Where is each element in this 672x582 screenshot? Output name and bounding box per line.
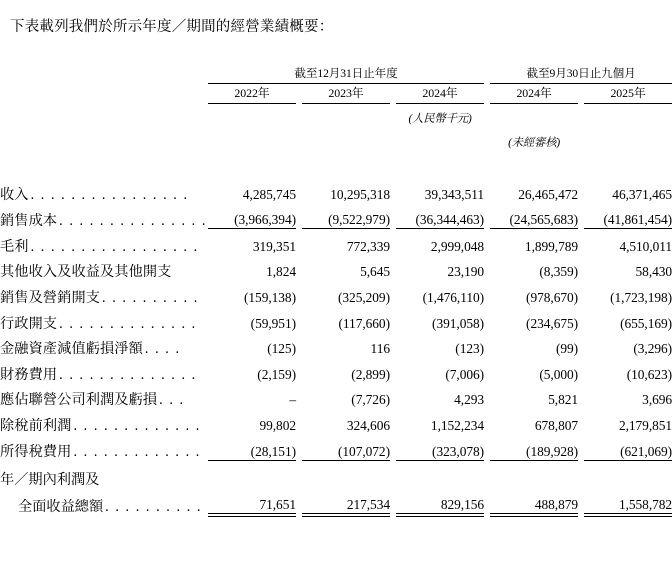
- cell-r4-c0: (159,138): [244, 289, 296, 305]
- cell-r4-c4: (1,723,198): [610, 289, 672, 305]
- annotation-unaudited-row: [0, 126, 672, 150]
- row-label: [0, 177, 208, 203]
- header-year-2025-interim: 2025年: [610, 86, 646, 100]
- row-label-text: 除稅前利潤: [0, 418, 72, 435]
- total-line1-blank-4: [396, 473, 484, 488]
- header-group-row: [0, 62, 672, 81]
- cell-r4-c2: (1,476,110): [422, 289, 485, 305]
- total-cell-c2: 829,156: [396, 488, 484, 514]
- table-row: [0, 203, 672, 229]
- cell-r6-c1: 116: [370, 341, 390, 357]
- financial-summary-table: [0, 62, 672, 514]
- total-label-line1: 年／期內利潤及: [0, 471, 100, 488]
- cell-r7-c4: (10,623): [626, 366, 672, 382]
- ann-spacer-a: [0, 104, 208, 127]
- cell-r1-c1: (9,522,979): [302, 203, 390, 229]
- cell-r9-c0: 99,802: [259, 417, 296, 433]
- header-corner-cell: [0, 62, 208, 81]
- total-line1-blank-8: [584, 473, 672, 488]
- cell-r6-c3: (99): [555, 341, 579, 357]
- row-label: [0, 229, 208, 255]
- cell-r10-c1: (107,072): [302, 434, 390, 460]
- cell-r2-c2: 2,999,048: [430, 238, 485, 254]
- total-row-line1: [0, 473, 672, 488]
- total-dot-leader: . . . . . . . . . .: [105, 498, 202, 515]
- row-label-text: 行政開支: [0, 315, 58, 332]
- row-label-text: 所得稅費用: [0, 444, 72, 461]
- header-year-2023: 2023年: [328, 86, 364, 100]
- header-year-2022: 2022年: [234, 86, 270, 100]
- total-cell-c0: 71,651: [208, 488, 296, 514]
- cell-r0-c3: 26,465,472: [518, 186, 579, 202]
- cell-r8-c4: 3,696: [642, 392, 672, 408]
- total-cell-c3: 488,879: [490, 488, 578, 514]
- cell-r8-c0: –: [289, 392, 296, 408]
- cell-r4-c1: (325,209): [338, 289, 390, 305]
- row-label-text: 收入: [0, 186, 29, 203]
- row-label: [0, 332, 208, 358]
- header-year-2024-interim: 2024年: [516, 86, 552, 100]
- row-label: [0, 280, 208, 306]
- cell-r2-c1: 772,339: [346, 238, 390, 254]
- cell-r1-c4: (41,861,454): [584, 203, 672, 229]
- cell-r5-c0: (59,951): [250, 315, 296, 331]
- pre-body-spacer-row: [0, 150, 672, 177]
- dot-leader: . . . . . . . . . . . . .: [73, 418, 201, 435]
- dot-leader: . . . . . . . . . . . . . . . .: [30, 186, 189, 203]
- cell-r1-c0: (3,966,394): [208, 203, 296, 229]
- row-label: [0, 434, 208, 460]
- dot-leader: . . .: [159, 392, 185, 409]
- cell-r0-c4: 46,371,465: [612, 186, 672, 202]
- intro-paragraph: 下表載列我們於所示年度／期間的經營業績概要：: [10, 19, 334, 35]
- total-line1-blank-2: [302, 473, 390, 488]
- total-row-line2: [0, 488, 672, 514]
- total-label-line2-text: 全面收益總額: [18, 498, 104, 515]
- ann-blank-2023: [302, 104, 390, 127]
- cell-r6-c0: (125): [267, 341, 296, 357]
- cell-r4-c3: (978,670): [526, 289, 579, 305]
- cell-r5-c4: (655,169): [620, 315, 672, 331]
- dot-leader: . . . . . . . . . . . . . .: [59, 366, 197, 383]
- row-label-text: 銷售及營銷開支: [0, 290, 101, 307]
- table-row: [0, 383, 672, 409]
- cell-r0-c2: 39,343,511: [424, 186, 485, 202]
- annotation-currency-unit: (人民幣千元): [408, 113, 472, 125]
- dot-leader: . . . . . . . . . . . . . . .: [59, 212, 207, 229]
- total-spacer-cell: [0, 460, 672, 473]
- ann-blank-2024i: [490, 104, 578, 127]
- dot-leader: . . . . . . . . . . . . . .: [59, 315, 197, 332]
- total-line1-blank-6: [490, 473, 578, 488]
- ann2-blank-2023: [302, 126, 390, 150]
- table-row: [0, 229, 672, 255]
- table-row: [0, 177, 672, 203]
- row-label: [0, 203, 208, 229]
- header-year-2024-annual: 2024年: [422, 86, 458, 100]
- row-label-text: 應佔聯營公司利潤及虧損: [0, 392, 158, 409]
- total-spacer-row: [0, 460, 672, 473]
- dot-leader: . . . . . . . . . . . . .: [73, 444, 201, 461]
- table-row: [0, 280, 672, 306]
- total-label-line2: [0, 488, 208, 514]
- row-label: [0, 306, 208, 332]
- row-label: [0, 255, 208, 281]
- cell-r6-c4: (3,296): [633, 341, 672, 357]
- header-year-row: [0, 84, 672, 102]
- cell-r10-c4: (621,069): [584, 434, 672, 460]
- row-label-text: 其他收入及收益及其他開支: [0, 264, 172, 281]
- cell-r8-c2: 4,293: [454, 392, 485, 408]
- cell-r2-c4: 4,510,011: [619, 238, 672, 254]
- row-label-text: 銷售成本: [0, 212, 58, 229]
- total-cell-c4: 1,558,782: [584, 488, 672, 514]
- ann-blank-2025i: [584, 104, 672, 127]
- cell-r2-c0: 319,351: [252, 238, 296, 254]
- cell-r2-c3: 1,899,789: [524, 238, 579, 254]
- cell-r3-c4: 58,430: [635, 264, 672, 280]
- total-line1-blank-0: [208, 473, 296, 488]
- cell-r8-c3: 5,821: [548, 392, 579, 408]
- ann2-blank-2025i: [584, 126, 672, 150]
- cell-r10-c3: (189,928): [490, 434, 578, 460]
- cell-r0-c0: 4,285,745: [242, 186, 296, 202]
- cell-r1-c2: (36,344,463): [396, 203, 484, 229]
- cell-r7-c1: (2,899): [351, 366, 390, 382]
- annotation-currency-row: [0, 104, 672, 127]
- table-row: [0, 357, 672, 383]
- ann-blank-2022: [208, 104, 296, 127]
- cell-r7-c2: (7,006): [445, 366, 485, 382]
- cell-r8-c1: (7,726): [351, 392, 390, 408]
- table-row: [0, 434, 672, 460]
- table-row: [0, 306, 672, 332]
- dot-leader: . . . . . . . . . . . . . . . . .: [30, 238, 199, 255]
- row-label: [0, 383, 208, 409]
- total-cell-c1: 217,534: [302, 488, 390, 514]
- annotation-unaudited: (未經審核): [508, 137, 561, 149]
- header-group-interim: 截至9月30日止九個月: [526, 67, 636, 80]
- dot-leader: . . . . . . . . . .: [102, 290, 199, 307]
- table-row: [0, 332, 672, 358]
- cell-r7-c0: (2,159): [257, 366, 296, 382]
- cell-r3-c0: 1,824: [266, 264, 296, 280]
- pre-body-spacer-cell: [0, 150, 672, 177]
- cell-r7-c3: (5,000): [539, 366, 579, 382]
- cell-r1-c3: (24,565,683): [490, 203, 578, 229]
- table-body: [0, 177, 672, 514]
- row-label-text: 財務費用: [0, 366, 58, 383]
- cell-r5-c2: (391,058): [432, 315, 485, 331]
- row-label: [0, 408, 208, 434]
- row-label: [0, 357, 208, 383]
- cell-r3-c1: 5,645: [360, 264, 390, 280]
- header-year-corner: [0, 84, 208, 102]
- ann2-blank-2022: [208, 126, 296, 150]
- cell-r10-c2: (323,078): [396, 434, 484, 460]
- cell-r0-c1: 10,295,318: [330, 186, 390, 202]
- row-label-text: 毛利: [0, 238, 29, 255]
- ann-spacer-b: [0, 126, 208, 150]
- ann2-blank-2024a: [396, 126, 484, 150]
- cell-r9-c1: 324,606: [346, 417, 390, 433]
- cell-r3-c2: 23,190: [447, 264, 485, 280]
- cell-r9-c4: 2,179,851: [618, 417, 672, 433]
- header-group-annual: 截至12月31日止年度: [294, 67, 398, 80]
- table-row: [0, 255, 672, 281]
- dot-leader: . . . .: [144, 341, 181, 358]
- cell-r3-c3: (8,359): [539, 264, 579, 280]
- cell-r6-c2: (123): [455, 341, 485, 357]
- row-label-text: 金融資產減值虧損淨額: [0, 341, 143, 358]
- cell-r9-c2: 1,152,234: [430, 417, 485, 433]
- cell-r9-c3: 678,807: [534, 417, 579, 433]
- cell-r5-c3: (234,675): [526, 315, 579, 331]
- table-row: [0, 408, 672, 434]
- cell-r5-c1: (117,660): [338, 315, 390, 331]
- cell-r10-c0: (28,151): [208, 434, 296, 460]
